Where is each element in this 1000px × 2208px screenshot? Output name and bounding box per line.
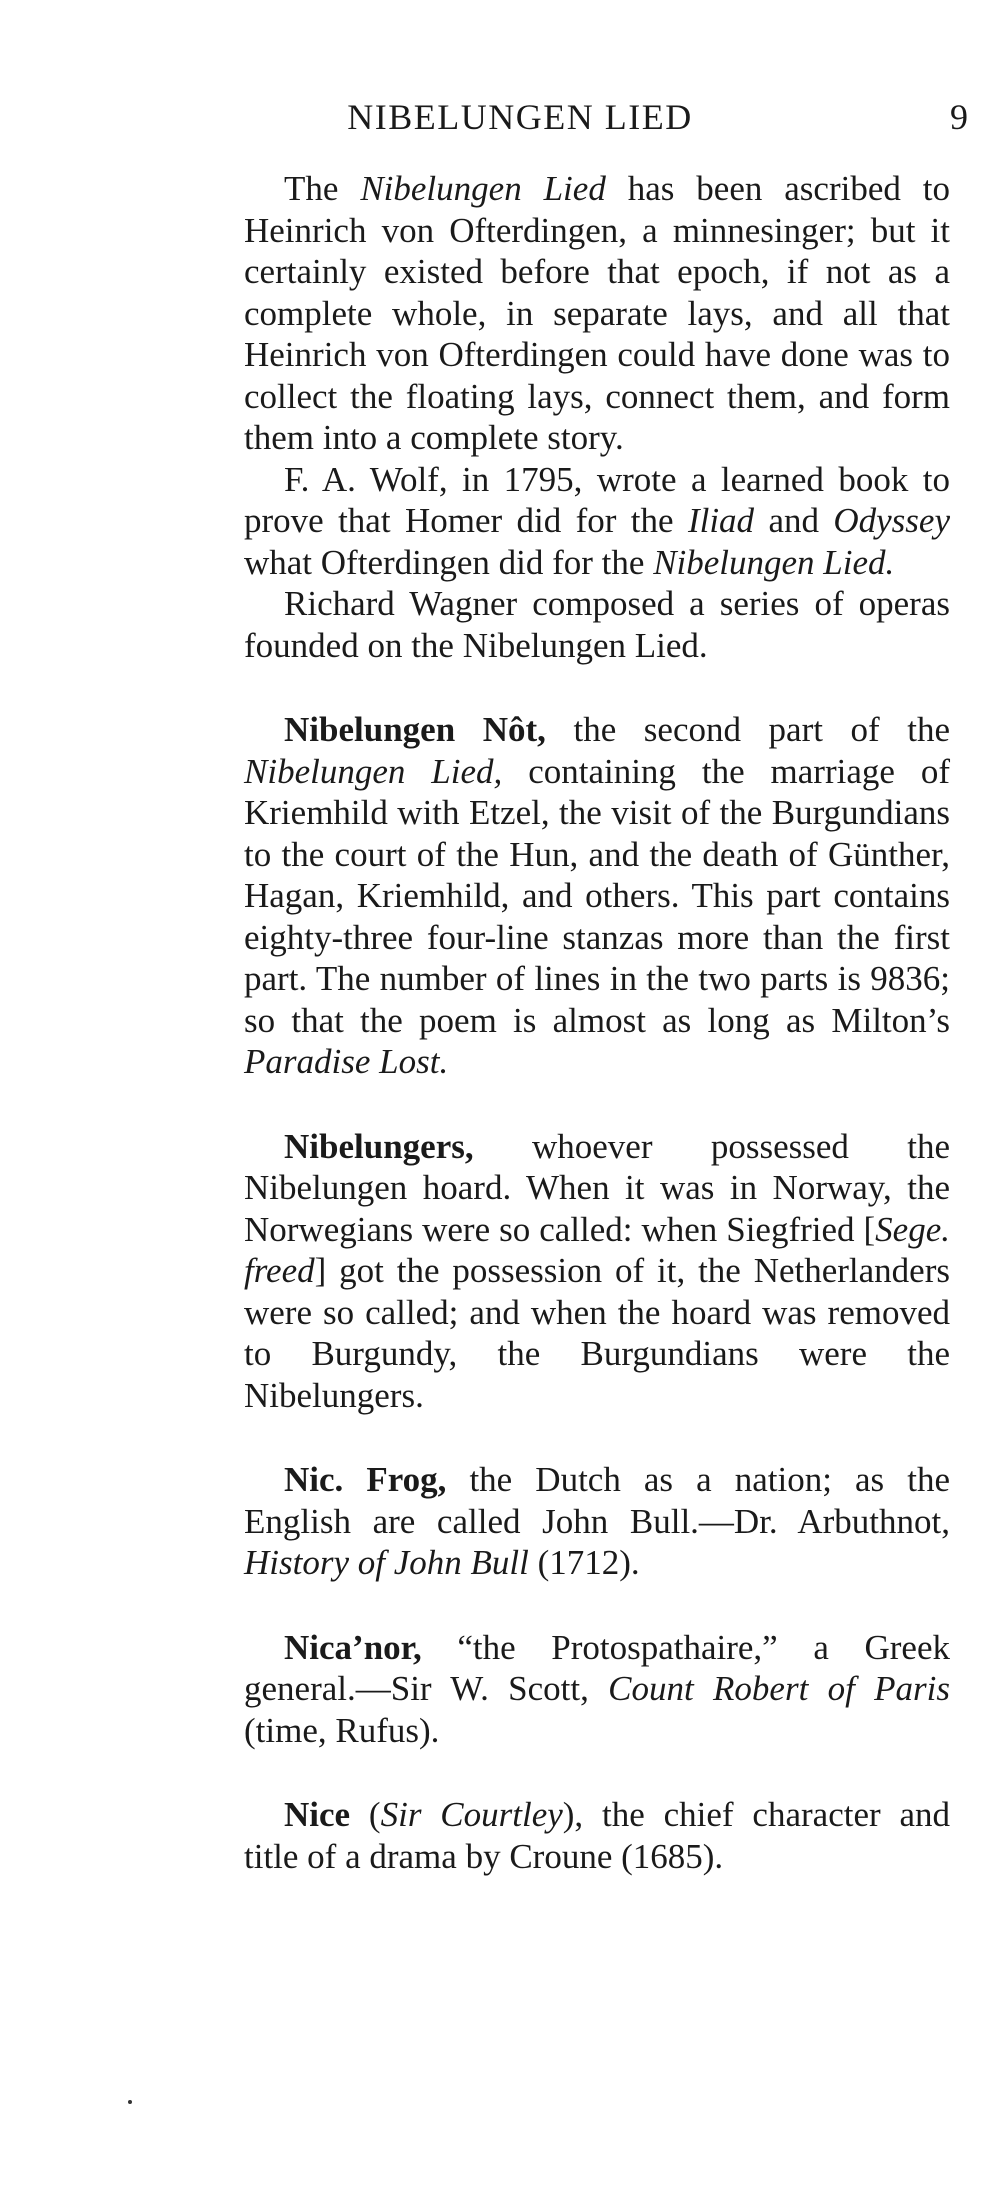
entry-headword: Nibelungers, [284, 1126, 474, 1166]
entry-nicanor: Nica’nor, “the Protospathaire,” a Greek general.—Sir W. Scott, Count Robert of Paris (time, Rufus). [244, 1627, 950, 1750]
entry-nibelungen-not: Nibelungen Nôt, the second part of the Nibelungen Lied, containing the marriage of Kriemhild with Etzel, the visit of the Burgundians to the court of the Hun, and the death of Günther, Hagan, Kriemhild, and others. This part contains eighty-three four-line stanzas more than the first part. The number of lines in the two parts is 9836; so that the poem is almost as long as Milton’s Paradise Lost. [244, 710, 950, 1081]
entry-headword: Nica’nor, [284, 1627, 422, 1667]
entry-nic-frog: Nic. Frog, the Dutch as a nation; as the English are called John Bull.—Dr. Arbuthnot, History of John Bull (1712). [244, 1460, 950, 1582]
entry-nice: Nice (Sir Courtley), the chief character and title of a drama by Croune (1685). [244, 1795, 951, 1876]
running-head: NIBELUNGEN LIED [347, 97, 693, 137]
page-number: 9 [950, 97, 968, 137]
paragraph-wagner: Richard Wagner composed a series of operas founded on the Nibelungen Lied. [244, 584, 950, 665]
paragraph-wolf: F. A. Wolf, in 1795, wrote a learned book to prove that Homer did for the Iliad and Odyssey what Ofterdingen did for the Nibelungen Lied. [244, 459, 950, 582]
entry-headword: Nic. Frog, [284, 1460, 447, 1499]
print-speck [128, 2100, 132, 2104]
entry-nibelungers: Nibelungers, whoever possessed the Nibelungen hoard. When it was in Norway, the Norwegians were so called: when Siegfried [Sege. freed] got the possession of it, the Netherlanders were so called; and when the hoard was removed to Burgundy, the Burgundians were the Nibelungers. [244, 1126, 950, 1415]
entry-headword: Nibelungen Nôt, [284, 710, 546, 749]
entry-headword: Nice [284, 1795, 351, 1834]
paragraph-ascription: The Nibelungen Lied has been ascribed to Heinrich von Ofterdingen, a minnesinger; but it certainly existed before that epoch, if not as a complete whole, in separate lays, and all that Heinrich von Ofterdingen could have done was to collect the floating lays, connect them, and form them into a complete story. [244, 169, 950, 457]
page-body [244, 168, 950, 1877]
